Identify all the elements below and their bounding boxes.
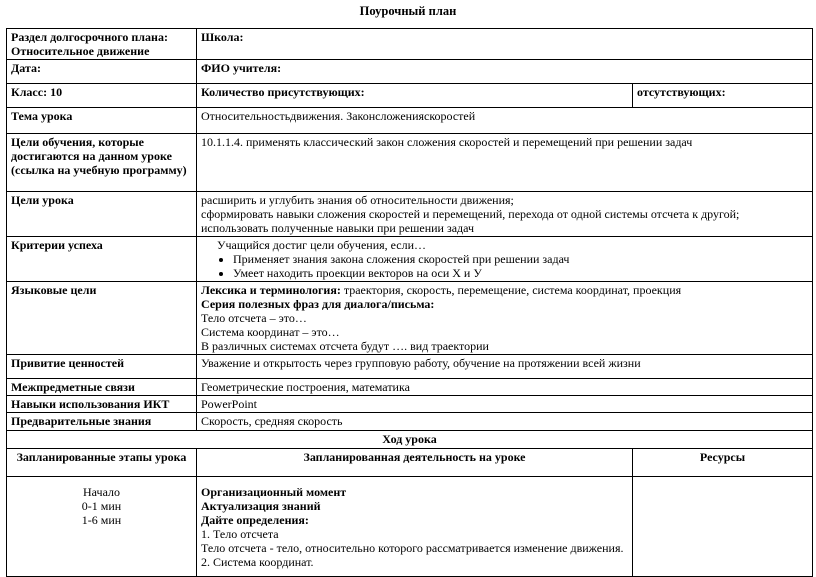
activity-line: 2. Система координат. bbox=[201, 555, 314, 569]
phrases-label: Серия полезных фраз для диалога/письма: bbox=[201, 297, 435, 311]
school-cell: Школа: bbox=[197, 29, 813, 60]
cross-value: Геометрические построения, математика bbox=[197, 379, 813, 396]
stage-line: 0-1 мин bbox=[81, 499, 122, 513]
topic-label: Тема урока bbox=[7, 108, 197, 134]
course-heading: Ход урока bbox=[7, 431, 813, 449]
page-title: Поурочный план bbox=[359, 4, 457, 18]
topic-value: Относительностьдвижения. Законсложенияскоростей bbox=[197, 108, 813, 134]
prior-value: Скорость, средняя скорость bbox=[197, 413, 813, 431]
activity-heading: Организационный момент bbox=[201, 485, 347, 499]
date-cell: Дата: bbox=[7, 60, 197, 84]
phrase-1: Тело отсчета – это… bbox=[201, 311, 307, 325]
criteria-item: • Применяет знания закона сложения скоростей при решении задач bbox=[233, 252, 808, 266]
lexicon-label: Лексика и терминология: bbox=[201, 283, 341, 297]
activity-heading: Дайте определения: bbox=[201, 513, 309, 527]
lesson-plan-table bbox=[6, 28, 813, 577]
lexicon-value: траектория, скорость, перемещение, система координат, проекция bbox=[340, 283, 682, 297]
values-label: Привитие ценностей bbox=[7, 355, 197, 379]
ict-value: PowerPoint bbox=[197, 396, 813, 413]
section-label-line1: Раздел долгосрочного плана: bbox=[11, 30, 168, 44]
stage-line: 1-6 мин bbox=[81, 513, 122, 527]
lesson-goal-3: использовать полученные навыки при решении задач bbox=[201, 221, 475, 235]
section-label-cell bbox=[7, 29, 197, 60]
ict-label: Навыки использования ИКТ bbox=[7, 396, 197, 413]
criteria-item: • Умеет находить проекции векторов на оси Х и У bbox=[233, 266, 808, 280]
values-value: Уважение и открытость через групповую работу, обучение на протяжении всей жизни bbox=[197, 355, 813, 379]
criteria-list bbox=[201, 252, 808, 280]
language-label: Языковые цели bbox=[7, 282, 197, 355]
lesson-goal-1: расширить и углубить знания об относительности движения; bbox=[201, 193, 514, 207]
resources-cell bbox=[633, 477, 813, 577]
stage-cell bbox=[7, 477, 197, 577]
prior-label: Предварительные знания bbox=[7, 413, 197, 431]
phrase-2: Система координат – это… bbox=[201, 325, 340, 339]
section-label-line2: Относительное движение bbox=[11, 44, 150, 58]
absent-cell: отсутствующих: bbox=[633, 84, 813, 108]
lesson-goals-label: Цели урока bbox=[7, 192, 197, 237]
col-stages: Запланированные этапы урока bbox=[7, 449, 197, 477]
stage-line: Начало bbox=[83, 485, 120, 499]
criteria-intro: Учащийся достиг цели обучения, если… bbox=[217, 238, 426, 252]
criteria-value bbox=[197, 237, 813, 282]
objectives-value: 10.1.1.4. применять классический закон сложения скоростей и перемещений при решении задач bbox=[197, 134, 813, 192]
class-cell: Класс: 10 bbox=[7, 84, 197, 108]
present-cell: Количество присутствующих: bbox=[197, 84, 633, 108]
criteria-label: Критерии успеха bbox=[7, 237, 197, 282]
phrase-3: В различных системах отсчета будут …. вид траектории bbox=[201, 339, 489, 353]
language-value bbox=[197, 282, 813, 355]
activity-heading: Актуализация знаний bbox=[201, 499, 321, 513]
lesson-goal-2: сформировать навыки сложения скоростей и перемещений, перехода от одной системы отсчета к другой; bbox=[201, 207, 740, 221]
col-resources: Ресурсы bbox=[633, 449, 813, 477]
objectives-label: Цели обучения, которые достигаются на данном уроке (ссылка на учебную программу) bbox=[7, 134, 197, 192]
lesson-goals-value bbox=[197, 192, 813, 237]
activity-cell bbox=[197, 477, 633, 577]
cross-label: Межпредметные связи bbox=[7, 379, 197, 396]
teacher-cell: ФИО учителя: bbox=[197, 60, 813, 84]
activity-line: Тело отсчета - тело, относительно которого рассматривается изменение движения. bbox=[201, 541, 624, 555]
col-activity: Запланированная деятельность на уроке bbox=[197, 449, 633, 477]
lexicon-line bbox=[201, 283, 808, 297]
activity-line: 1. Тело отсчета bbox=[201, 527, 279, 541]
